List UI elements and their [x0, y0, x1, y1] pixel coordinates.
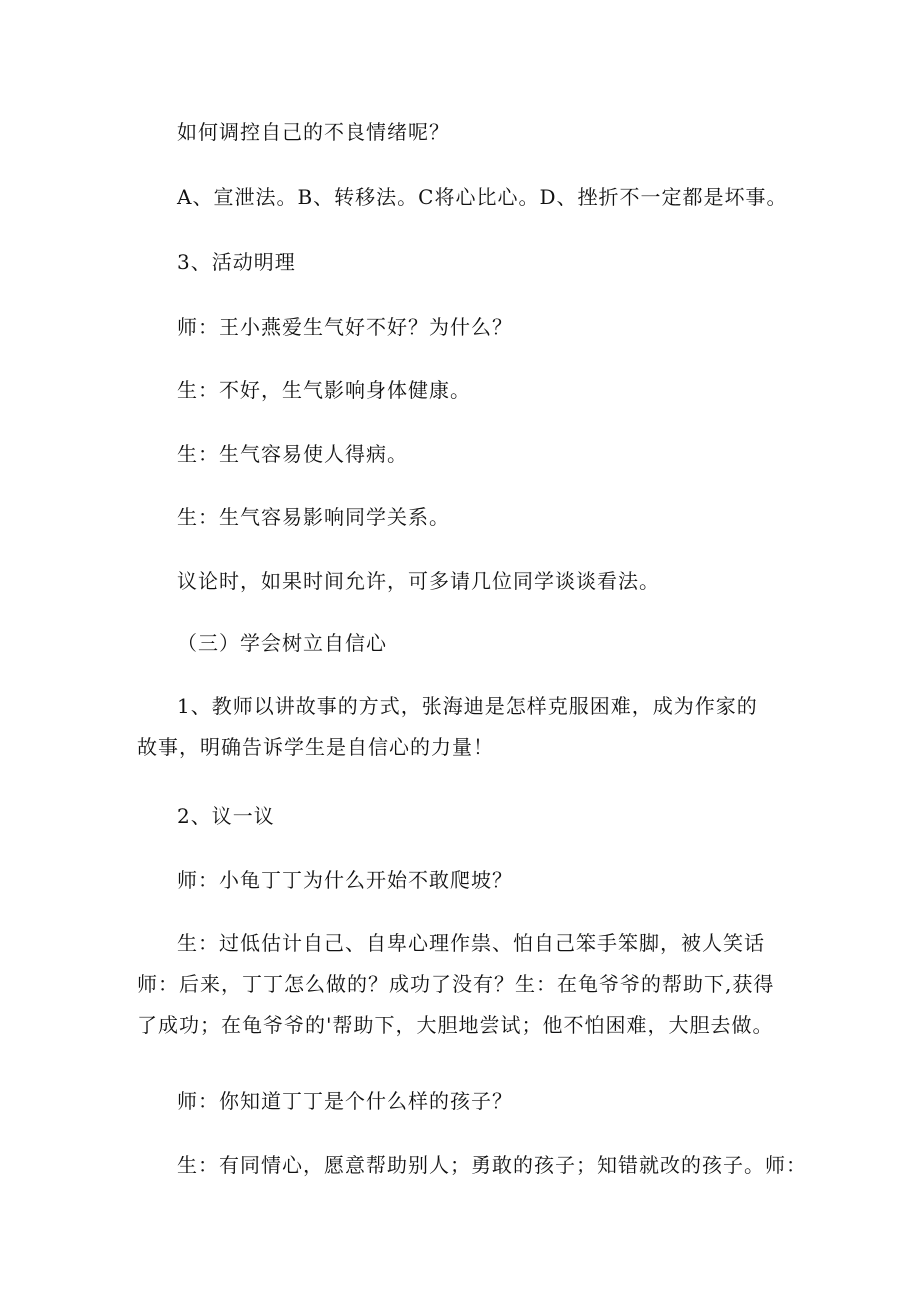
- paragraph-student-dialogue: 生：过低估计自己、自卑心理作祟、怕自己笨手笨脚，被人笑话师：后来，丁丁怎么做的？成功了没有？生：在龟爷爷的帮助下,获得了成功；在龟爷爷的'帮助下，大胆地尝试；他不怕困难，大胆去做。: [137, 931, 775, 1037]
- section-heading-confidence: （三）学会树立自信心: [177, 631, 387, 655]
- paragraph-student-answer-2: 生：生气容易使人得病。: [177, 442, 408, 466]
- paragraph-teacher-question: 师：王小燕爱生气好不好？为什么？: [177, 315, 513, 339]
- paragraph-heading-activity: 3、活动明理: [177, 250, 296, 274]
- paragraph-story: 1、教师以讲故事的方式，张海迪是怎样克服困难，成为作家的故事，明确告诉学生是自信心的力量！: [137, 694, 758, 759]
- paragraph-student-answer-4: 生：有同情心，愿意帮助别人；勇敢的孩子；知错就改的孩子。师：: [177, 1153, 807, 1177]
- paragraph-student-answer-3: 生：生气容易影响同学关系。: [177, 505, 450, 529]
- paragraph-heading-discuss: 2、议一议: [177, 804, 275, 828]
- paragraph-discussion-note: 议论时，如果时间允许，可多请几位同学谈谈看法。: [177, 569, 660, 593]
- paragraph-teacher-question-2: 师：小龟丁丁为什么开始不敢爬坡？: [177, 868, 513, 892]
- paragraph-question: 如何调控自己的不良情绪呢？: [177, 120, 450, 144]
- paragraph-teacher-question-3: 师：你知道丁丁是个什么样的孩子？: [177, 1089, 513, 1113]
- paragraph-student-answer-1: 生：不好，生气影响身体健康。: [177, 378, 471, 402]
- paragraph-methods: A、宣泄法。B、转移法。C将心比心。D、挫折不一定都是坏事。: [177, 185, 788, 209]
